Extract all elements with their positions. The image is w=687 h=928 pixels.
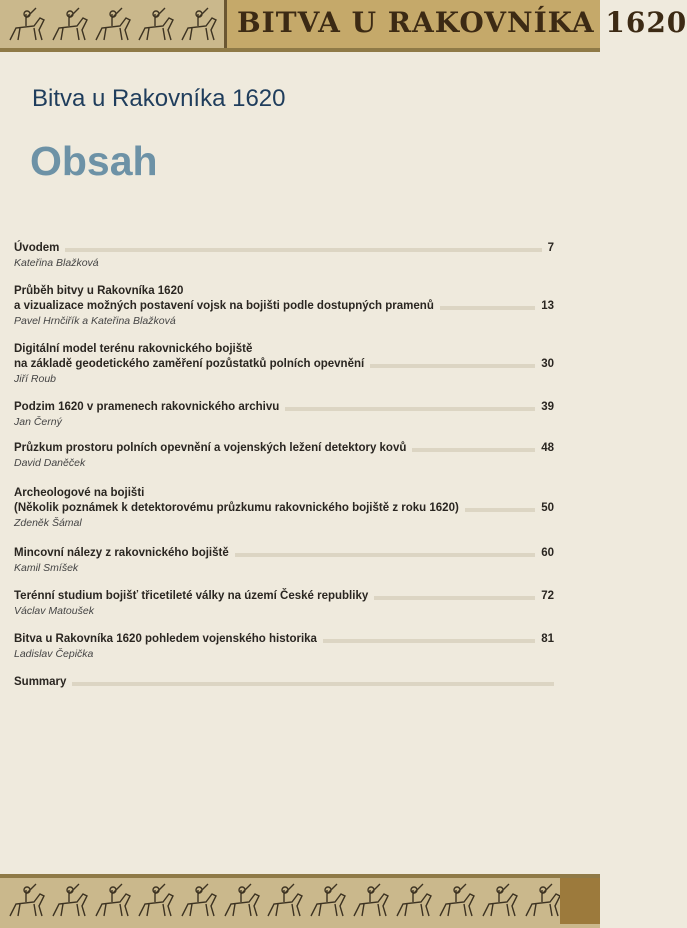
- toc-entry-title-line: [14, 441, 554, 456]
- toc-entry: [14, 589, 554, 618]
- toc-entry: [14, 441, 554, 470]
- toc-page-number: 72: [535, 589, 554, 604]
- toc-entry-title-line: [14, 400, 554, 415]
- toc-entry-title: na základě geodetického zaměření pozůstatků polních opevnění: [14, 358, 370, 370]
- toc-entry-author: Ladislav Čepička: [14, 648, 94, 660]
- toc-entry: [14, 675, 554, 690]
- toc-entry-author: Zdeněk Šámal: [14, 517, 82, 529]
- toc-entry-title-line: [14, 632, 554, 647]
- toc-entry-author: Jiří Roub: [14, 373, 57, 385]
- cavalry-riders-icon: [0, 878, 560, 924]
- toc-entry-title-line: [14, 546, 554, 561]
- toc-entry-title: Mincovní nálezy z rakovnického bojiště: [14, 547, 235, 559]
- toc-page-number: 39: [535, 400, 554, 415]
- toc-entry-author: Pavel Hrnčiřík a Kateřina Blažková: [14, 315, 176, 327]
- toc-page-number: 50: [535, 501, 554, 516]
- book-title: Bitva u Rakovníka 1620: [32, 85, 286, 112]
- toc-page-number: 81: [535, 632, 554, 647]
- toc-entry-author: Kateřina Blažková: [14, 257, 99, 269]
- toc-entry-title: a vizualizace možných postavení vojsk na bojišti podle dostupných pramenů: [14, 300, 440, 312]
- banner-title-plate: [224, 0, 687, 48]
- toc-entry-author: Václav Matoušek: [14, 605, 94, 617]
- toc-page-number: 48: [535, 441, 554, 456]
- toc-entry-author: Jan Černý: [14, 416, 62, 428]
- table-of-contents: [14, 241, 554, 690]
- toc-entry-title: Terénní studium bojišť třicetileté války na území České republiky: [14, 590, 374, 602]
- toc-entry: [14, 284, 554, 328]
- toc-entry: [14, 241, 554, 270]
- toc-entry: [14, 400, 554, 429]
- toc-page-number: 60: [535, 546, 554, 561]
- toc-page-number: 30: [535, 357, 554, 372]
- toc-entry-title-line: [14, 486, 554, 501]
- toc-entry-title-line: [14, 675, 554, 690]
- top-banner: [0, 0, 687, 52]
- toc-entry: [14, 486, 554, 530]
- toc-entry-title: Průzkum prostoru polních opevnění a vojenských ležení detektory kovů: [14, 442, 412, 454]
- banner-title: BITVA U RAKOVNÍKA 1620: [237, 6, 687, 39]
- toc-entry-title: Summary: [14, 676, 72, 688]
- contents-page: [0, 52, 600, 874]
- toc-entry-title: Podzim 1620 v pramenech rakovnického archivu: [14, 401, 285, 413]
- toc-entry-title: Úvodem: [14, 242, 65, 254]
- toc-entry-title-line: [14, 284, 554, 299]
- bottom-banner: [0, 874, 600, 928]
- toc-entry-title-line: [14, 241, 554, 256]
- bottom-edge-decoration: [560, 878, 600, 924]
- toc-entry-title: (Několik poznámek k detektorovému průzkumu rakovnického bojiště z roku 1620): [14, 502, 465, 514]
- toc-entry-title: Průběh bitvy u Rakovníka 1620: [14, 285, 184, 297]
- toc-entry: [14, 632, 554, 661]
- toc-entry-author: Kamil Smíšek: [14, 562, 79, 574]
- toc-entry-title: Digitální model terénu rakovnického bojiště: [14, 343, 253, 355]
- toc-entry-title-line: [14, 589, 554, 604]
- cavalry-riders-icon: [0, 0, 224, 48]
- toc-entry-title-line: [14, 501, 554, 516]
- toc-entry: [14, 546, 554, 575]
- toc-entry-title: Bitva u Rakovníka 1620 pohledem vojenského historika: [14, 633, 323, 645]
- toc-entry-title-line: [14, 342, 554, 357]
- toc-page-number: 7: [542, 241, 554, 256]
- contents-heading: Obsah: [30, 138, 158, 184]
- toc-entry-title-line: [14, 299, 554, 314]
- toc-entry: [14, 342, 554, 386]
- toc-entry-title: Archeologové na bojišti: [14, 487, 145, 499]
- toc-page-number: 13: [535, 299, 554, 314]
- toc-entry-title-line: [14, 357, 554, 372]
- toc-entry-author: David Daněček: [14, 457, 86, 469]
